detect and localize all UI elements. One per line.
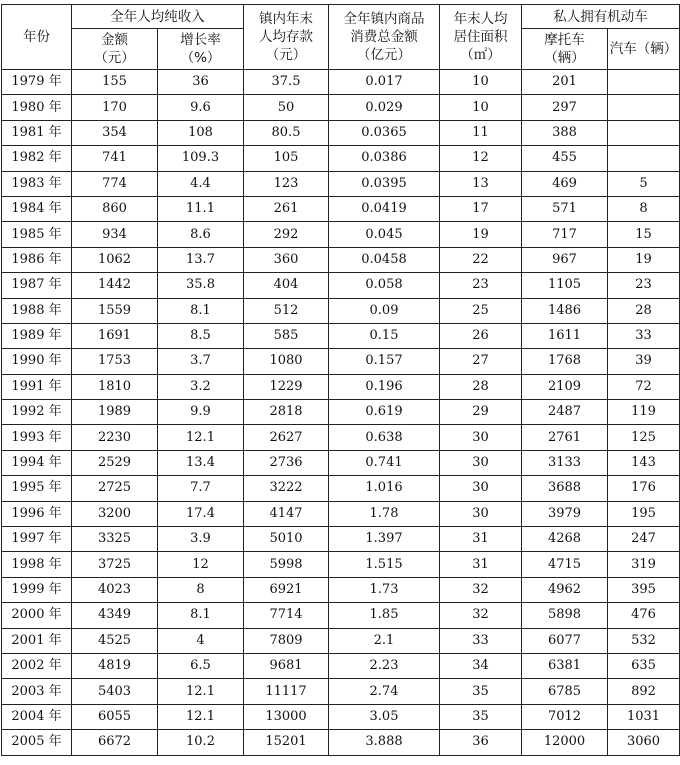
income-amount-cell: 1559: [72, 298, 158, 323]
housing-header: 年末人均 居住面积 （㎡）: [440, 5, 522, 70]
year-cell: 1990 年: [2, 349, 72, 374]
deposit-cell: 80.5: [244, 120, 329, 145]
table-row: [2, 273, 680, 298]
income-amount-cell: 4349: [72, 603, 158, 628]
growth-rate-cell: 13.4: [158, 450, 244, 475]
deposit-cell: 585: [244, 323, 329, 348]
motorcycle-cell: 388: [522, 120, 608, 145]
income-group-header: 全年人均纯收入: [72, 5, 244, 29]
table-row: [2, 603, 680, 628]
deposit-cell: 11117: [244, 679, 329, 704]
car-cell: 72: [608, 374, 680, 399]
retail-total-cell: 0.0365: [329, 120, 440, 145]
retail-total-cell: 0.196: [329, 374, 440, 399]
table-row: [2, 679, 680, 704]
year-cell: 2004 年: [2, 704, 72, 729]
deposit-cell: 2627: [244, 425, 329, 450]
deposit-cell: 13000: [244, 704, 329, 729]
retail-total-cell: 0.09: [329, 298, 440, 323]
year-cell: 1987 年: [2, 273, 72, 298]
table-body: [2, 70, 680, 756]
growth-rate-cell: 35.8: [158, 273, 244, 298]
income-amount-cell: 4525: [72, 628, 158, 653]
car-cell: 395: [608, 577, 680, 602]
car-cell: 33: [608, 323, 680, 348]
motorcycle-cell: 469: [522, 171, 608, 196]
deposit-cell: 7809: [244, 628, 329, 653]
year-cell: 1985 年: [2, 222, 72, 247]
growth-rate-cell: 36: [158, 70, 244, 95]
housing-area-cell: 17: [440, 196, 522, 221]
deposit-cell: 6921: [244, 577, 329, 602]
deposit-cell: 7714: [244, 603, 329, 628]
income-amount-cell: 1691: [72, 323, 158, 348]
table-row: [2, 450, 680, 475]
year-header: 年份: [2, 5, 72, 70]
car-cell: 176: [608, 476, 680, 501]
motorcycle-cell: 4268: [522, 527, 608, 552]
retail-total-cell: 0.0458: [329, 247, 440, 272]
income-amount-cell: 2725: [72, 476, 158, 501]
deposit-cell: 9681: [244, 653, 329, 678]
growth-rate-cell: 9.6: [158, 95, 244, 120]
year-cell: 1983 年: [2, 171, 72, 196]
income-amount-cell: 1442: [72, 273, 158, 298]
retail-total-cell: 0.0395: [329, 171, 440, 196]
table-row: [2, 730, 680, 755]
growth-rate-cell: 9.9: [158, 400, 244, 425]
car-cell: 19: [608, 247, 680, 272]
retail-total-cell: 2.1: [329, 628, 440, 653]
income-amount-cell: 155: [72, 70, 158, 95]
deposit-cell: 261: [244, 196, 329, 221]
motorcycle-cell: 571: [522, 196, 608, 221]
year-cell: 1982 年: [2, 146, 72, 171]
retail-total-cell: 1.78: [329, 501, 440, 526]
income-amount-cell: 1062: [72, 247, 158, 272]
income-amount-cell: 354: [72, 120, 158, 145]
retail-total-cell: 0.045: [329, 222, 440, 247]
motorcycle-cell: 4962: [522, 577, 608, 602]
year-cell: 1981 年: [2, 120, 72, 145]
retail-total-cell: 0.0419: [329, 196, 440, 221]
retail-header: 全年镇内商品 消费总金额 （亿元）: [329, 5, 440, 70]
car-cell: 5: [608, 171, 680, 196]
housing-area-cell: 23: [440, 273, 522, 298]
housing-area-cell: 10: [440, 70, 522, 95]
year-cell: 1986 年: [2, 247, 72, 272]
table-row: [2, 476, 680, 501]
income-amount-cell: 6055: [72, 704, 158, 729]
motorcycle-cell: 12000: [522, 730, 608, 755]
motorcycle-cell: 2109: [522, 374, 608, 399]
deposit-cell: 123: [244, 171, 329, 196]
housing-area-cell: 30: [440, 476, 522, 501]
table-row: [2, 222, 680, 247]
housing-area-cell: 36: [440, 730, 522, 755]
retail-total-cell: 3.888: [329, 730, 440, 755]
income-amount-cell: 3200: [72, 501, 158, 526]
deposit-cell: 5010: [244, 527, 329, 552]
deposit-cell: 15201: [244, 730, 329, 755]
retail-total-cell: 2.23: [329, 653, 440, 678]
housing-area-cell: 34: [440, 653, 522, 678]
motorcycle-cell: 4715: [522, 552, 608, 577]
car-cell: [608, 95, 680, 120]
housing-area-cell: 28: [440, 374, 522, 399]
table-row: [2, 171, 680, 196]
deposit-cell: 404: [244, 273, 329, 298]
housing-area-cell: 13: [440, 171, 522, 196]
income-amount-cell: 6672: [72, 730, 158, 755]
growth-rate-cell: 6.5: [158, 653, 244, 678]
housing-area-cell: 30: [440, 450, 522, 475]
car-cell: 119: [608, 400, 680, 425]
retail-total-cell: 1.73: [329, 577, 440, 602]
car-cell: 319: [608, 552, 680, 577]
deposit-cell: 1229: [244, 374, 329, 399]
income-amount-cell: 3325: [72, 527, 158, 552]
income-amount-cell: 741: [72, 146, 158, 171]
table-row: [2, 196, 680, 221]
motorcycle-cell: 3133: [522, 450, 608, 475]
motorcycle-cell: 2487: [522, 400, 608, 425]
income-amount-cell: 860: [72, 196, 158, 221]
housing-area-cell: 31: [440, 527, 522, 552]
housing-area-cell: 30: [440, 425, 522, 450]
table-row: [2, 577, 680, 602]
car-cell: 247: [608, 527, 680, 552]
income-amount-cell: 934: [72, 222, 158, 247]
growth-header: 增长率 （%）: [158, 29, 244, 70]
growth-rate-cell: 17.4: [158, 501, 244, 526]
housing-area-cell: 25: [440, 298, 522, 323]
growth-rate-cell: 12.1: [158, 425, 244, 450]
housing-area-cell: 11: [440, 120, 522, 145]
income-amount-cell: 4023: [72, 577, 158, 602]
growth-rate-cell: 8.1: [158, 298, 244, 323]
motorcycle-cell: 6381: [522, 653, 608, 678]
growth-rate-cell: 8.6: [158, 222, 244, 247]
motorcycle-cell: 455: [522, 146, 608, 171]
deposits-header: 镇内年末 人均存款 （元）: [244, 5, 329, 70]
table-row: [2, 653, 680, 678]
growth-rate-cell: 4: [158, 628, 244, 653]
table-row: [2, 425, 680, 450]
housing-area-cell: 33: [440, 628, 522, 653]
car-cell: 143: [608, 450, 680, 475]
year-cell: 1991 年: [2, 374, 72, 399]
table-row: [2, 247, 680, 272]
statistics-table: [1, 4, 680, 756]
income-amount-cell: 2230: [72, 425, 158, 450]
growth-rate-cell: 8.1: [158, 603, 244, 628]
motorcycle-cell: 717: [522, 222, 608, 247]
income-amount-cell: 1989: [72, 400, 158, 425]
table-row: [2, 70, 680, 95]
housing-area-cell: 35: [440, 704, 522, 729]
retail-total-cell: 0.15: [329, 323, 440, 348]
deposit-cell: 2818: [244, 400, 329, 425]
year-cell: 1979 年: [2, 70, 72, 95]
retail-total-cell: 0.638: [329, 425, 440, 450]
year-cell: 1989 年: [2, 323, 72, 348]
housing-area-cell: 29: [440, 400, 522, 425]
growth-rate-cell: 12: [158, 552, 244, 577]
year-cell: 1993 年: [2, 425, 72, 450]
car-cell: 1031: [608, 704, 680, 729]
table-row: [2, 527, 680, 552]
growth-rate-cell: 8.5: [158, 323, 244, 348]
retail-total-cell: 0.619: [329, 400, 440, 425]
retail-total-cell: 1.85: [329, 603, 440, 628]
motorcycle-cell: 1486: [522, 298, 608, 323]
housing-area-cell: 35: [440, 679, 522, 704]
year-cell: 2003 年: [2, 679, 72, 704]
cars-header: 汽车（辆）: [608, 29, 680, 70]
housing-area-cell: 27: [440, 349, 522, 374]
deposit-cell: 3222: [244, 476, 329, 501]
housing-area-cell: 10: [440, 95, 522, 120]
year-cell: 2000 年: [2, 603, 72, 628]
deposit-cell: 50: [244, 95, 329, 120]
car-cell: 125: [608, 425, 680, 450]
retail-total-cell: 0.157: [329, 349, 440, 374]
growth-rate-cell: 108: [158, 120, 244, 145]
income-amount-cell: 774: [72, 171, 158, 196]
housing-area-cell: 30: [440, 501, 522, 526]
table-row: [2, 374, 680, 399]
year-cell: 1984 年: [2, 196, 72, 221]
motorcycle-cell: 1611: [522, 323, 608, 348]
car-cell: 23: [608, 273, 680, 298]
car-cell: 476: [608, 603, 680, 628]
motorcycle-cell: 6785: [522, 679, 608, 704]
table-row: [2, 501, 680, 526]
motorcycle-cell: 201: [522, 70, 608, 95]
growth-rate-cell: 3.7: [158, 349, 244, 374]
growth-rate-cell: 12.1: [158, 704, 244, 729]
deposit-cell: 4147: [244, 501, 329, 526]
growth-rate-cell: 109.3: [158, 146, 244, 171]
table-header: [2, 5, 680, 70]
deposit-cell: 2736: [244, 450, 329, 475]
year-cell: 1996 年: [2, 501, 72, 526]
table-row: [2, 298, 680, 323]
car-cell: 195: [608, 501, 680, 526]
retail-total-cell: 1.515: [329, 552, 440, 577]
income-amount-cell: 170: [72, 95, 158, 120]
growth-rate-cell: 7.7: [158, 476, 244, 501]
growth-rate-cell: 10.2: [158, 730, 244, 755]
year-cell: 1994 年: [2, 450, 72, 475]
housing-area-cell: 12: [440, 146, 522, 171]
income-amount-cell: 1753: [72, 349, 158, 374]
growth-rate-cell: 8: [158, 577, 244, 602]
growth-rate-cell: 4.4: [158, 171, 244, 196]
motorcycle-cell: 1105: [522, 273, 608, 298]
retail-total-cell: 0.017: [329, 70, 440, 95]
retail-total-cell: 3.05: [329, 704, 440, 729]
amount-header: 金额 （元）: [72, 29, 158, 70]
housing-area-cell: 19: [440, 222, 522, 247]
retail-total-cell: 0.741: [329, 450, 440, 475]
car-cell: 28: [608, 298, 680, 323]
car-cell: 39: [608, 349, 680, 374]
car-cell: 635: [608, 653, 680, 678]
vehicles-group-header: 私人拥有机动车: [522, 5, 680, 29]
year-cell: 1997 年: [2, 527, 72, 552]
housing-area-cell: 32: [440, 577, 522, 602]
car-cell: 8: [608, 196, 680, 221]
growth-rate-cell: 13.7: [158, 247, 244, 272]
table-row: [2, 95, 680, 120]
car-cell: 15: [608, 222, 680, 247]
table-row: [2, 349, 680, 374]
year-cell: 1998 年: [2, 552, 72, 577]
motorcycle-cell: 6077: [522, 628, 608, 653]
deposit-cell: 1080: [244, 349, 329, 374]
motorcycle-cell: 7012: [522, 704, 608, 729]
deposit-cell: 292: [244, 222, 329, 247]
housing-area-cell: 32: [440, 603, 522, 628]
income-amount-cell: 3725: [72, 552, 158, 577]
motorcycle-cell: 3979: [522, 501, 608, 526]
table-row: [2, 552, 680, 577]
motorcycle-cell: 967: [522, 247, 608, 272]
retail-total-cell: 0.058: [329, 273, 440, 298]
retail-total-cell: 1.397: [329, 527, 440, 552]
income-amount-cell: 2529: [72, 450, 158, 475]
deposit-cell: 512: [244, 298, 329, 323]
deposit-cell: 360: [244, 247, 329, 272]
car-cell: 892: [608, 679, 680, 704]
growth-rate-cell: 3.2: [158, 374, 244, 399]
retail-total-cell: 0.0386: [329, 146, 440, 171]
year-cell: 1992 年: [2, 400, 72, 425]
year-cell: 1995 年: [2, 476, 72, 501]
car-cell: [608, 120, 680, 145]
motorcycle-cell: 297: [522, 95, 608, 120]
table-row: [2, 704, 680, 729]
housing-area-cell: 26: [440, 323, 522, 348]
year-cell: 2005 年: [2, 730, 72, 755]
year-cell: 2001 年: [2, 628, 72, 653]
year-cell: 1999 年: [2, 577, 72, 602]
motorcycle-cell: 3688: [522, 476, 608, 501]
housing-area-cell: 31: [440, 552, 522, 577]
car-cell: [608, 146, 680, 171]
retail-total-cell: 2.74: [329, 679, 440, 704]
table-row: [2, 146, 680, 171]
table-row: [2, 628, 680, 653]
table-row: [2, 323, 680, 348]
car-cell: 3060: [608, 730, 680, 755]
motorcycle-cell: 2761: [522, 425, 608, 450]
deposit-cell: 5998: [244, 552, 329, 577]
retail-total-cell: 0.029: [329, 95, 440, 120]
car-cell: 532: [608, 628, 680, 653]
retail-total-cell: 1.016: [329, 476, 440, 501]
table-row: [2, 120, 680, 145]
motorcycles-header: 摩托车 （辆）: [522, 29, 608, 70]
motorcycle-cell: 1768: [522, 349, 608, 374]
deposit-cell: 105: [244, 146, 329, 171]
growth-rate-cell: 11.1: [158, 196, 244, 221]
growth-rate-cell: 3.9: [158, 527, 244, 552]
deposit-cell: 37.5: [244, 70, 329, 95]
car-cell: [608, 70, 680, 95]
motorcycle-cell: 5898: [522, 603, 608, 628]
growth-rate-cell: 12.1: [158, 679, 244, 704]
year-cell: 2002 年: [2, 653, 72, 678]
year-cell: 1980 年: [2, 95, 72, 120]
housing-area-cell: 22: [440, 247, 522, 272]
table-row: [2, 400, 680, 425]
income-amount-cell: 1810: [72, 374, 158, 399]
income-amount-cell: 5403: [72, 679, 158, 704]
income-amount-cell: 4819: [72, 653, 158, 678]
year-cell: 1988 年: [2, 298, 72, 323]
